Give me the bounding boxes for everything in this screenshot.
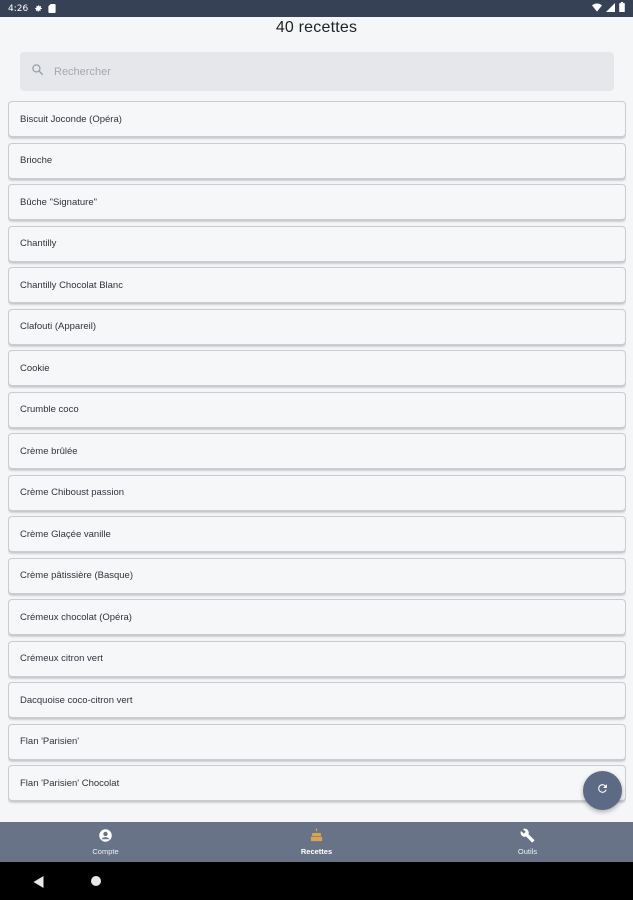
recipe-list-item[interactable] xyxy=(8,558,626,594)
wrench-icon xyxy=(520,828,535,845)
recipe-name: Crumble coco xyxy=(20,404,79,415)
bottom-navigation xyxy=(0,822,633,862)
battery-icon xyxy=(619,2,625,15)
nav-label-compte: Compte xyxy=(92,847,119,856)
recipe-list-item[interactable] xyxy=(8,143,626,179)
recipe-list-item[interactable] xyxy=(8,184,626,220)
nav-item-compte[interactable] xyxy=(0,822,211,862)
recipe-list-item[interactable] xyxy=(8,226,626,262)
status-bar xyxy=(0,0,633,17)
account-icon xyxy=(98,828,113,845)
recipe-list-item[interactable] xyxy=(8,267,626,303)
nav-label-recettes: Recettes xyxy=(300,847,333,856)
recipe-name: Crème pâtissière (Basque) xyxy=(20,570,133,581)
recipe-list-item[interactable] xyxy=(8,765,626,801)
cake-icon xyxy=(309,828,324,845)
refresh-icon xyxy=(596,782,609,800)
settings-icon xyxy=(34,4,43,13)
search-bar[interactable] xyxy=(20,52,614,91)
sd-card-icon xyxy=(48,4,56,13)
nav-item-recettes[interactable] xyxy=(211,822,422,862)
back-icon[interactable] xyxy=(33,875,44,893)
recipe-name: Crème brûlée xyxy=(20,445,78,457)
status-time: 4:26 xyxy=(8,3,29,14)
recipe-list[interactable] xyxy=(8,101,626,822)
recipe-name: Crémeux chocolat (Opéra) xyxy=(20,611,132,623)
recipe-name: Chantilly xyxy=(20,238,57,249)
nav-item-outils[interactable] xyxy=(422,822,633,862)
home-icon[interactable] xyxy=(91,876,101,886)
recipe-name: Cookie xyxy=(20,362,50,374)
recipe-list-item[interactable] xyxy=(8,433,626,469)
recipe-name: Bûche "Signature" xyxy=(20,196,97,208)
recipe-name: Flan 'Parisien' Chocolat xyxy=(20,777,120,789)
recipe-name: Crémeux citron vert xyxy=(20,653,103,664)
nav-label-outils: Outils xyxy=(517,847,538,856)
recipe-name: Clafouti (Appareil) xyxy=(20,321,97,332)
recipe-name: Crème Glaçée vanille xyxy=(20,528,111,540)
system-navigation-bar xyxy=(0,862,633,900)
search-input[interactable] xyxy=(54,66,574,78)
recipe-list-item[interactable] xyxy=(8,350,626,386)
recipe-list-item[interactable] xyxy=(8,101,626,137)
recipe-list-item[interactable] xyxy=(8,682,626,718)
page-title: 40 recettes xyxy=(275,19,358,36)
recipe-list-item[interactable] xyxy=(8,392,626,428)
recipe-list-item[interactable] xyxy=(8,309,626,345)
recipe-name: Dacquoise coco-citron vert xyxy=(20,694,133,706)
refresh-button[interactable] xyxy=(583,771,622,810)
recipe-list-item[interactable] xyxy=(8,516,626,552)
recipe-list-item[interactable] xyxy=(8,641,626,677)
recipe-name: Flan 'Parisien' xyxy=(20,736,80,747)
recipe-list-item[interactable] xyxy=(8,724,626,760)
recipe-name: Crème Chiboust passion xyxy=(20,487,125,498)
wifi-icon xyxy=(592,3,602,15)
signal-icon xyxy=(606,3,615,15)
recipe-name: Chantilly Chocolat Blanc xyxy=(20,279,123,291)
recipe-list-item[interactable] xyxy=(8,475,626,511)
recipe-list-item[interactable] xyxy=(8,599,626,635)
search-icon xyxy=(31,63,44,81)
recipe-name: Biscuit Joconde (Opéra) xyxy=(20,113,122,125)
recipe-name: Brioche xyxy=(20,155,53,166)
